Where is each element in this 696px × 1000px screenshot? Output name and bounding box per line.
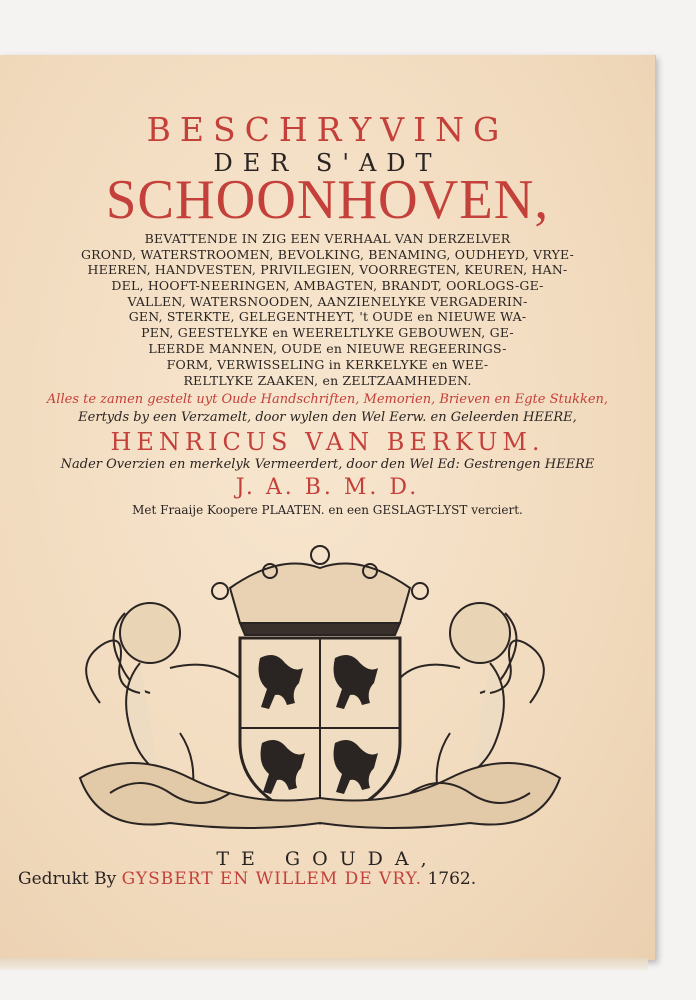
italic-line-2: Eertyds by een Verzamelt, door wylen den Wel Eerw. en Geleerden HEERE, (78, 410, 577, 425)
desc-line: LEERDE MANNEN, OUDE en NIEUWE REGEERINGS- (148, 341, 507, 356)
title-line-1: BESCHRYVING (146, 110, 509, 149)
desc-line: VALLEN, WATERSNOODEN, AANZIENELYKE VERGADERIN- (127, 294, 528, 309)
desc-line: PEN, GEESTELYKE en WEERELTLYKE GEBOUWEN, GE- (141, 325, 514, 340)
plates-line: Met Fraaije Koopere PLAATEN. en een GESLAGT-LYST verciert. (132, 503, 523, 517)
italic-line-1: Alles te zamen gestelt uyt Oude Handschriften, Memorien, Brieven en Egte Stukken, (46, 392, 609, 407)
desc-line: DEL, HOOFT-NEERINGEN, AMBAGTEN, BRANDT, OORLOGS-GE- (111, 278, 544, 293)
desc-line: FORM, VERWISSELING in KERKELYKE en WEE- (166, 357, 489, 372)
title-line-3: SCHOONHOVEN, (105, 169, 550, 231)
italic-line-3: Nader Overzien en merkelyk Vermeerdert, door den Wel Ed: Gestrengen HEERE (60, 457, 595, 472)
page-edge (0, 958, 648, 970)
desc-line: GROND, WATERSTROOMEN, BEVOLKING, BENAMING, OUDHEYD, VRYE- (80, 247, 575, 262)
place-of-printing: TE GOUDA, (216, 848, 439, 870)
desc-line: HEEREN, HANDVESTEN, PRIVILEGIEN, VOORREGTEN, KEUREN, HAN- (87, 262, 568, 277)
desc-line: BEVATTENDE IN ZIG EEN VERHAAL VAN DERZELVER (144, 231, 511, 246)
desc-line: GEN, STERKTE, GELEGENTHEYT, 't OUDE en NIEUWE WA- (128, 309, 527, 324)
imprint-line (18, 869, 673, 889)
title-page (0, 55, 656, 960)
desc-line: RELTLYKE ZAAKEN, en ZELTZAAMHEDEN. (183, 373, 472, 388)
author-name: HENRICUS VAN BERKUM. (110, 428, 545, 456)
crown-icon (212, 546, 428, 635)
printer-names: GYSBERT EN WILLEM DE VRY. (121, 869, 423, 889)
print-year: 1762. (427, 869, 477, 889)
initials: J. A. B. M. D. (235, 475, 420, 500)
coat-of-arms-engraving (70, 533, 570, 833)
title-line-2: DER S'ADT (213, 149, 442, 177)
printed-by-label: Gedrukt By (18, 869, 117, 889)
